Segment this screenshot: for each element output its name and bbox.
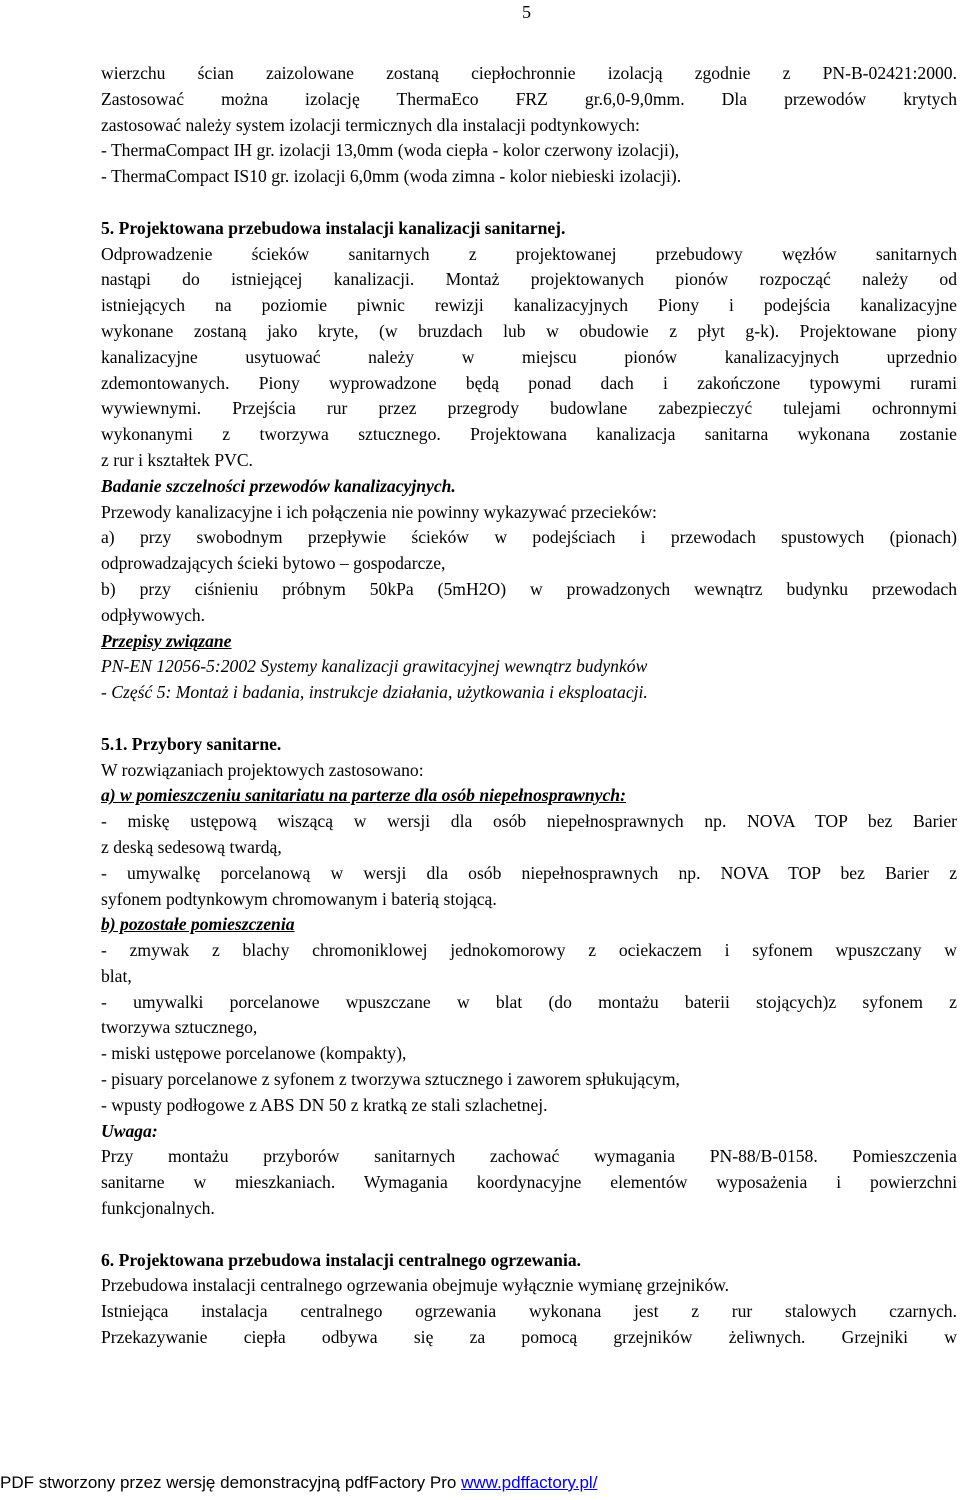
section-6-paragraph xyxy=(101,1273,957,1350)
text-line: nastąpi do istniejącej kanalizacji. Montaż projektowanych pionów rozpocząć należy od xyxy=(101,269,957,290)
text-line: wykonanymi z tworzywa sztucznego. Projektowana kanalizacja sanitarna wykonana zostanie xyxy=(101,424,957,445)
text-line: wierzchu ścian zaizolowane zostaną ciepłochronnie izolacją zgodnie z PN-B-02421:2000. xyxy=(101,63,957,83)
subsection-a-heading xyxy=(101,783,957,809)
text-line: tworzywa sztucznego, xyxy=(101,1017,258,1038)
text-line: z rur i kształtek PVC. xyxy=(101,449,253,470)
footer-link[interactable]: www.pdffactory.pl/ xyxy=(461,1473,598,1492)
section-6-heading: 6. Projektowana przebudowa instalacji centralnego ogrzewania. xyxy=(101,1249,582,1270)
text-line: Zastosować można izolację ThermaEco FRZ gr.6,0-9,0mm. Dla przewodów krytych xyxy=(101,88,957,109)
text-line: Przebudowa instalacji centralnego ogrzewania obejmuje wyłącznie wymianę grzejników. xyxy=(101,1275,730,1296)
section-5-1-intro: W rozwiązaniach projektowych zastosowano: xyxy=(101,759,424,780)
text-line: a) przy swobodnym przepływie ścieków w podejściach i przewodach spustowych (pionach) xyxy=(101,527,957,548)
regulation-line: PN-EN 12056-5:2002 Systemy kanalizacji grawitacyjnej wewnątrz budynków xyxy=(101,656,648,677)
note-paragraph xyxy=(101,1144,957,1221)
document-body xyxy=(101,61,957,1351)
text-line: odprowadzających ścieki bytowo – gospodarcze, xyxy=(101,553,446,574)
text-line: odpływowych. xyxy=(101,604,206,625)
subsection-a-list xyxy=(101,809,957,912)
list-item xyxy=(101,1067,957,1093)
list-item xyxy=(101,1093,957,1119)
test-heading: Badanie szczelności przewodów kanalizacyjnych. xyxy=(101,475,456,496)
text-line: Istniejąca instalacja centralnego ogrzewania wykonana jest z rur stalowych czarnych. xyxy=(101,1301,957,1322)
text-line: Przewody kanalizacyjne i ich połączenia nie powinny wykazywać przecieków: xyxy=(101,501,657,522)
text-line: - umywalkę porcelanową w wersji dla osób niepełnosprawnych np. NOVA TOP bez Barier z xyxy=(101,862,957,883)
text-line: zdemontowanych. Piony wyprowadzone będą ponad dach i zakończone typowymi rurami xyxy=(101,372,957,393)
text-line: sanitarne w mieszkaniach. Wymagania koordynacyjne elementów wyposażenia i powierzchni xyxy=(101,1172,957,1193)
text-line: wywiewnymi. Przejścia rur przez przegrody budowlane zabezpieczyć tulejami ochronnymi xyxy=(101,398,957,419)
text-line: funkcjonalnych. xyxy=(101,1198,215,1219)
note-heading: Uwaga: xyxy=(101,1120,158,1141)
text-line: syfonem podtynkowym chromowanym i baterią stojącą. xyxy=(101,888,497,909)
subsection-b-heading-text: b) pozostałe pomieszczenia xyxy=(101,914,295,935)
text-line: blat, xyxy=(101,965,132,986)
pdf-footer xyxy=(0,1472,960,1494)
page-number: 5 xyxy=(522,2,531,22)
section-5-1-heading: 5.1. Przybory sanitarne. xyxy=(101,733,282,754)
list-item xyxy=(101,809,957,861)
text-line: - ThermaCompact IH gr. izolacji 13,0mm (woda ciepła - kolor czerwony izolacji), xyxy=(101,140,680,161)
text-line: kanalizacyjne usytuować należy w miejscu pionów kanalizacyjnych uprzednio xyxy=(101,346,957,367)
text-line: z deską sedesową twardą, xyxy=(101,836,282,857)
regulation-line: - Część 5: Montaż i badania, instrukcje działania, użytkowania i eksploatacji. xyxy=(101,682,648,703)
text-line: b) przy ciśnieniu próbnym 50kPa (5mH2O) w prowadzonych wewnątrz budynku przewodach xyxy=(101,578,957,599)
regulations-heading-text: Przepisy związane xyxy=(101,630,232,651)
subsection-b-heading xyxy=(101,912,957,938)
text-line: - ThermaCompact IS10 gr. izolacji 6,0mm (woda zimna - kolor niebieski izolacji). xyxy=(101,166,682,187)
text-line: - wpusty podłogowe z ABS DN 50 z kratką ze stali szlachetnej. xyxy=(101,1094,548,1115)
text-line: istniejących na poziomie piwnic rewizji kanalizacyjnych Piony i podejścia kanalizacyjne xyxy=(101,295,957,316)
text-line: - pisuary porcelanowe z syfonem z tworzywa sztucznego i zaworem spłukującym, xyxy=(101,1069,680,1090)
text-line: - miski ustępowe porcelanowe (kompakty), xyxy=(101,1043,407,1064)
section-5-heading: 5. Projektowana przebudowa instalacji kanalizacji sanitarnej. xyxy=(101,217,566,238)
list-item xyxy=(101,861,957,913)
intro-paragraph xyxy=(101,61,957,190)
text-line: - zmywak z blachy chromoniklowej jednokomorowy z ociekaczem i syfonem wpuszczany w xyxy=(101,940,957,961)
list-item xyxy=(101,990,957,1042)
text-line: zastosować należy system izolacji termicznych dla instalacji podtynkowych: xyxy=(101,114,640,135)
section-5-paragraph xyxy=(101,242,957,474)
text-line: Odprowadzenie ścieków sanitarnych z projektowanej przebudowy węzłów sanitarnych xyxy=(101,243,957,264)
text-line: Przy montażu przyborów sanitarnych zachować wymagania PN-88/B-0158. Pomieszczenia xyxy=(101,1146,957,1167)
test-paragraph xyxy=(101,500,957,629)
subsection-b-list xyxy=(101,938,957,1119)
list-item xyxy=(101,1041,957,1067)
text-line: - miskę ustępową wiszącą w wersji dla osób niepełnosprawnych np. NOVA TOP bez Barier xyxy=(101,811,957,832)
footer-text: PDF stworzony przez wersję demonstracyjną pdfFactory Pro xyxy=(0,1473,462,1492)
text-line: - umywalki porcelanowe wpuszczane w blat (do montażu baterii stojących)z syfonem z xyxy=(101,991,957,1012)
regulations-list xyxy=(101,654,957,706)
regulations-heading xyxy=(101,629,957,655)
text-line: Przekazywanie ciepła odbywa się za pomocą grzejników żeliwnych. Grzejniki w xyxy=(101,1327,957,1348)
list-item xyxy=(101,938,957,990)
text-line: wykonane zostaną jako kryte, (w bruzdach lub w obudowie z płyt g-k). Projektowane piony xyxy=(101,320,957,341)
subsection-a-heading-text: a) w pomieszczeniu sanitariatu na parterze dla osób niepełnosprawnych: xyxy=(101,785,626,806)
